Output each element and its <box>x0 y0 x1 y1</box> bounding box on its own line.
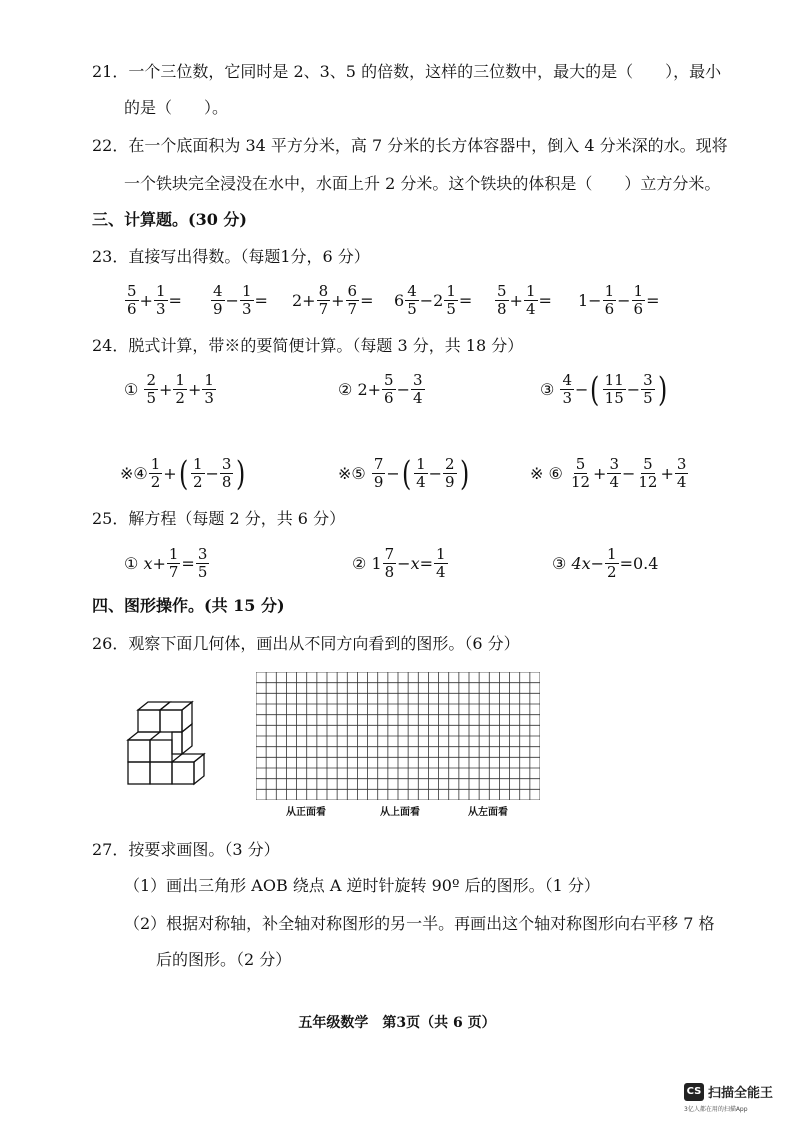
fraction: $\frac{1}{7}$ <box>168 545 179 581</box>
equals: = <box>168 291 182 310</box>
q24-expr-3: ③ $\frac{4}{3}$ − ( $\frac{11}{15}$ − $\frac{3}{5}$ ) <box>540 369 667 410</box>
section3-heading: 三、计算题。(30 分) <box>92 210 247 229</box>
logo-tagline: 3亿人都在用的扫描App <box>684 1106 748 1113</box>
marker: ② <box>338 380 353 399</box>
q23-expr-6 <box>578 283 660 318</box>
q24-expr-1: ① $\frac{2}{5}$ + $\frac{1}{2}$ + $\frac{1}{3}$ <box>124 371 214 407</box>
q27-part2-line2: 后的图形。（2 分） <box>156 950 292 969</box>
fraction: $\frac{1}{2}$ <box>607 545 617 581</box>
fraction: $\frac{3}{5}$ <box>197 545 208 581</box>
fraction: $\frac{1}{4}$ <box>416 455 426 491</box>
section4-heading: 四、图形操作。(共 15 分) <box>92 596 285 615</box>
q25-expr-1 <box>124 546 210 581</box>
term: = <box>181 554 195 573</box>
fraction: $\frac{1}{6}$ <box>604 282 615 318</box>
left-view-label: 从左面看 <box>468 807 508 818</box>
fraction: $\frac{8}{7}$ <box>318 282 329 318</box>
q23-expr-4 <box>394 283 472 318</box>
marker: ③ <box>552 554 567 573</box>
fraction: $\frac{4}{5}$ <box>407 282 417 318</box>
cube-solid-figure <box>124 696 224 796</box>
fraction: $\frac{3}{4}$ <box>609 455 619 491</box>
fraction: $\frac{6}{7}$ <box>347 282 358 318</box>
term: 4x− <box>571 554 605 573</box>
q26-title: 26．观察下面几何体，画出从不同方向看到的图形。（6 分） <box>92 634 520 653</box>
q22-line2: 一个铁块完全浸没在水中，水面上升 2 分米。这个铁块的体积是（ ）立方分米。 <box>124 174 721 193</box>
fraction: $\frac{11}{15}$ <box>604 371 624 407</box>
operator: + <box>509 291 523 310</box>
fraction: $\frac{1}{2}$ <box>175 371 185 407</box>
term: 6 <box>394 291 405 310</box>
term: 2+ <box>292 291 316 310</box>
fraction: $\frac{1}{4}$ <box>525 282 536 318</box>
q21-line2: 的是（ ）。 <box>124 98 229 117</box>
q23-expr-1 <box>124 283 182 318</box>
term: 1− <box>578 291 602 310</box>
q22-line1: 22．在一个底面积为 34 平方分米，高 7 分米的长方体容器中，倒入 4 分米深的水。现将 <box>92 136 728 155</box>
q24-expr-6: ※ ⑥ $\frac{5}{12}$ + $\frac{3}{4}$ − $\frac{5}{12}$ + $\frac{3}{4}$ <box>530 455 687 491</box>
marker: ※⑤ <box>338 464 366 483</box>
term: 2+ <box>357 380 382 399</box>
q23-title: 23．直接写出得数。（每题1分，6 分） <box>92 247 370 266</box>
marker: ② <box>352 554 367 573</box>
q27-part1: （1）画出三角形 AOB 绕点 A 逆时针旋转 90º 后的图形。（1 分） <box>124 876 600 895</box>
logo-badge: CS <box>684 1083 704 1101</box>
fraction: $\frac{1}{4}$ <box>436 545 446 581</box>
scanner-logo <box>684 1082 773 1101</box>
q23-expr-2 <box>210 283 268 318</box>
marker: ① <box>124 554 139 573</box>
fraction: $\frac{1}{2}$ <box>192 455 203 491</box>
page-footer: 五年级数学 第3页（共 6 页） <box>298 1015 496 1031</box>
fraction: $\frac{1}{3}$ <box>241 282 252 318</box>
q21-line1: 21．一个三位数，它同时是 2、3、5 的倍数，这样的三位数中，最大的是（ ），最小 <box>92 62 722 81</box>
operator: − <box>617 291 631 310</box>
fraction: $\frac{3}{4}$ <box>412 371 423 407</box>
equals: = <box>254 291 268 310</box>
fraction: $\frac{7}{9}$ <box>373 455 384 491</box>
fraction: $\frac{2}{5}$ <box>146 371 156 407</box>
q23-expr-3 <box>292 283 374 318</box>
q25-expr-2 <box>352 546 449 581</box>
drawing-grid[interactable] <box>256 672 540 800</box>
q25-title: 25．解方程（每题 2 分，共 6 分） <box>92 509 346 528</box>
top-view-label: 从上面看 <box>380 807 420 818</box>
fraction: $\frac{3}{4}$ <box>676 455 687 491</box>
q24-expr-5: ※⑤ $\frac{7}{9}$ − ( $\frac{1}{4}$ − $\frac{2}{9}$ ) <box>338 453 469 494</box>
operator: + <box>331 291 345 310</box>
term: x+ <box>143 554 166 573</box>
equals: = <box>360 291 374 310</box>
term: 1 <box>371 554 382 573</box>
term: −x= <box>397 554 434 573</box>
marker: ① <box>124 380 139 399</box>
fraction: $\frac{1}{3}$ <box>155 282 166 318</box>
equals: = <box>538 291 552 310</box>
fraction: $\frac{5}{6}$ <box>384 371 394 407</box>
equals: = <box>646 291 660 310</box>
fraction: $\frac{1}{2}$ <box>150 455 161 491</box>
operator: + <box>139 291 153 310</box>
q24-expr-4: ※④ $\frac{1}{2}$ + ( $\frac{1}{2}$ − $\frac{3}{8}$ ) <box>120 453 246 494</box>
operator: −2 <box>419 291 444 310</box>
q23-expr-5 <box>494 283 552 318</box>
logo-name: 扫描全能王 <box>708 1086 774 1101</box>
marker: ※ ⑥ <box>530 464 563 483</box>
q27-part2-line1: （2）根据对称轴，补全轴对称图形的另一半。再画出这个轴对称图形向右平移 7 格 <box>124 914 715 933</box>
fraction: $\frac{4}{9}$ <box>213 282 223 318</box>
fraction: $\frac{1}{3}$ <box>204 371 214 407</box>
fraction: $\frac{1}{5}$ <box>446 282 456 318</box>
fraction: $\frac{1}{6}$ <box>633 282 644 318</box>
fraction: $\frac{5}{8}$ <box>497 282 507 318</box>
fraction: $\frac{3}{8}$ <box>221 455 232 491</box>
fraction: $\frac{3}{5}$ <box>643 371 653 407</box>
fraction: $\frac{2}{9}$ <box>445 455 455 491</box>
marker: ③ <box>540 380 555 399</box>
q24-title: 24．脱式计算，带※的要简便计算。（每题 3 分，共 18 分） <box>92 336 524 355</box>
fraction: $\frac{5}{12}$ <box>638 455 658 491</box>
fraction: $\frac{4}{3}$ <box>562 371 572 407</box>
q27-title: 27．按要求画图。（3 分） <box>92 840 280 859</box>
term: =0.4 <box>619 554 659 573</box>
marker: ※④ <box>120 464 148 483</box>
operator: − <box>225 291 239 310</box>
fraction: $\frac{7}{8}$ <box>384 545 395 581</box>
fraction: $\frac{5}{6}$ <box>127 282 137 318</box>
q25-expr-3 <box>552 546 658 581</box>
front-view-label: 从正面看 <box>286 807 326 818</box>
fraction: $\frac{5}{12}$ <box>570 455 591 491</box>
q24-expr-2: ② 2+ $\frac{5}{6}$ − $\frac{3}{4}$ <box>338 371 423 407</box>
equals: = <box>458 291 473 310</box>
